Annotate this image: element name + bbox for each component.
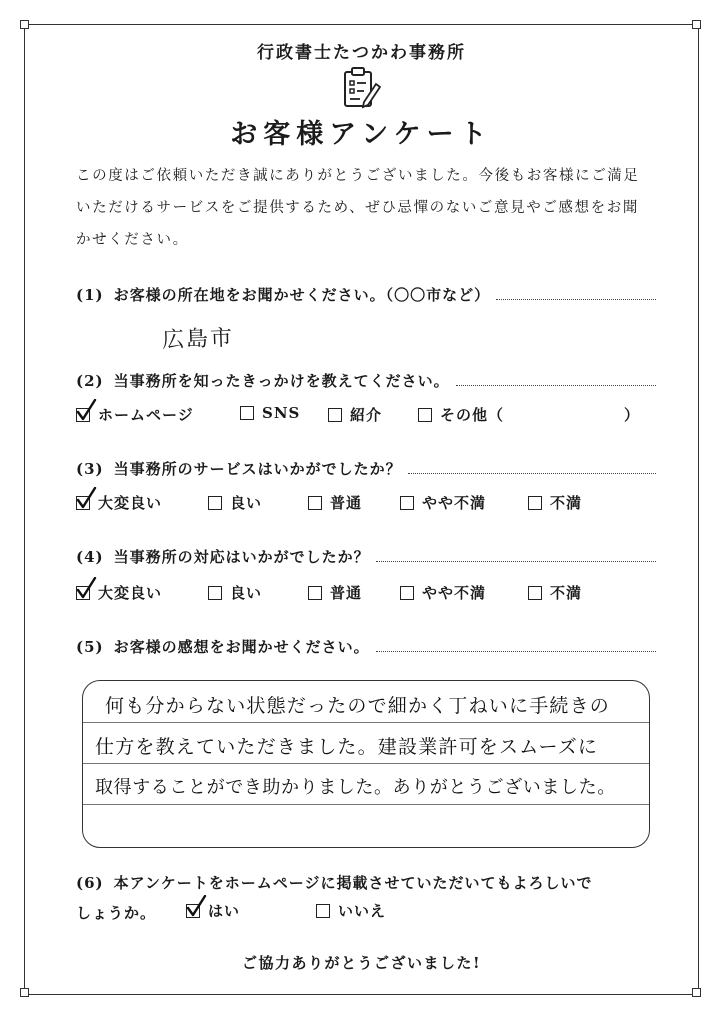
option-somewhat-dissatisfied[interactable]: [400, 492, 486, 513]
comment-textarea[interactable]: [82, 680, 650, 848]
option-label: 普通: [330, 494, 363, 512]
option-somewhat-dissatisfied[interactable]: [400, 582, 486, 603]
frame-corner: [20, 20, 29, 29]
question-number: (1): [76, 286, 104, 304]
ruled-line: [83, 763, 649, 764]
handwritten-comment-line: 何も分からない状態だったので細かく丁ねいに手続きの: [105, 695, 611, 717]
intro-line: かせください。: [76, 232, 189, 248]
option-label: ホームページ: [98, 406, 194, 424]
checkbox[interactable]: [308, 496, 322, 510]
checkbox[interactable]: [418, 408, 432, 422]
question-5: [76, 636, 656, 658]
option-very-good[interactable]: [76, 492, 162, 513]
office-name: 行政書士たつかわ事務所: [257, 43, 466, 63]
question-6-continued: しょうか。: [76, 904, 157, 922]
frame-corner: [20, 988, 29, 997]
question-3: [76, 458, 656, 480]
option-label: 良い: [230, 584, 263, 602]
clipboard-pen-icon: [342, 66, 384, 114]
dotted-leader: [376, 551, 656, 562]
question-text: お客様の感想をお聞かせください。: [113, 638, 370, 656]
q6-options: [186, 900, 486, 926]
option-dissatisfied[interactable]: [528, 582, 582, 603]
ruled-line: [83, 804, 649, 805]
question-number: (2): [76, 372, 104, 390]
option-yes[interactable]: [186, 900, 240, 921]
question-2: [76, 370, 656, 392]
intro-text: [76, 160, 656, 256]
ruled-line: [83, 722, 649, 723]
dotted-leader: [496, 289, 656, 300]
checkbox[interactable]: [76, 586, 90, 600]
option-label: 大変良い: [98, 584, 163, 602]
question-6: [76, 872, 656, 894]
checkbox[interactable]: [240, 406, 254, 420]
option-label: はい: [208, 902, 241, 920]
option-average[interactable]: [308, 582, 362, 603]
checkbox[interactable]: [76, 496, 90, 510]
option-label: 不満: [550, 494, 583, 512]
handwritten-comment-line: 取得することができ助かりました。ありがとうございました。: [95, 777, 616, 798]
option-label: 良い: [230, 494, 263, 512]
option-other[interactable]: [418, 404, 504, 425]
option-no[interactable]: [316, 900, 386, 921]
option-good[interactable]: [208, 582, 262, 603]
question-4: [76, 546, 656, 568]
option-label: SNS: [262, 404, 301, 422]
option-good[interactable]: [208, 492, 262, 513]
question-number: (5): [76, 638, 104, 656]
intro-line: この度はご依頼いただき誠にありがとうございました。今後もお客様にご満足: [76, 168, 640, 184]
q3-options: [76, 492, 656, 518]
handwritten-comment-line: 仕方を教えていただきました。建設業許可をスムーズに: [95, 736, 599, 758]
page-title: お客様アンケート: [230, 119, 493, 150]
dotted-leader: [408, 463, 656, 474]
checkbox[interactable]: [308, 586, 322, 600]
checkbox[interactable]: [400, 586, 414, 600]
option-label: その他（: [440, 406, 505, 424]
frame-corner: [692, 988, 701, 997]
question-number: (6): [76, 874, 104, 892]
question-number: (4): [76, 548, 104, 566]
thank-you-footer: ご協力ありがとうございました!: [241, 954, 482, 972]
question-text: 当事務所の対応はいかがでしたか？: [113, 548, 370, 566]
checkbox[interactable]: [208, 496, 222, 510]
option-dissatisfied[interactable]: [528, 492, 582, 513]
option-label: やや不満: [422, 494, 487, 512]
question-1: [76, 284, 656, 306]
question-text: 当事務所のサービスはいかがでしたか？: [113, 460, 402, 478]
option-label: 大変良い: [98, 494, 163, 512]
other-close-paren: ）: [624, 406, 640, 424]
option-very-good[interactable]: [76, 582, 162, 603]
option-label: いいえ: [338, 902, 387, 920]
option-referral[interactable]: [328, 404, 382, 425]
checkbox[interactable]: [76, 408, 90, 422]
checkbox[interactable]: [400, 496, 414, 510]
checkbox[interactable]: [528, 496, 542, 510]
q2-options: [76, 404, 656, 430]
checkbox[interactable]: [528, 586, 542, 600]
option-label: 紹介: [350, 406, 383, 424]
question-text: お客様の所在地をお聞かせください。（〇〇市など）: [113, 286, 491, 304]
checkbox[interactable]: [186, 904, 200, 918]
q4-options: [76, 582, 656, 608]
dotted-leader: [376, 641, 656, 652]
option-label: やや不満: [422, 584, 487, 602]
handwritten-answer-location[interactable]: 広島市: [161, 325, 235, 354]
option-sns[interactable]: [240, 404, 300, 422]
question-text: 当事務所を知ったきっかけを教えてください。: [113, 372, 450, 390]
checkbox[interactable]: [316, 904, 330, 918]
checkbox[interactable]: [328, 408, 342, 422]
question-number: (3): [76, 460, 104, 478]
intro-line: いただけるサービスをご提供するため、ぜひ忌憚のないご意見やご感想をお聞: [76, 200, 639, 216]
option-average[interactable]: [308, 492, 362, 513]
checkbox[interactable]: [208, 586, 222, 600]
option-label: 普通: [330, 584, 363, 602]
question-text: 本アンケートをホームページに掲載させていただいてもよろしいで: [113, 874, 593, 892]
frame-corner: [692, 20, 701, 29]
dotted-leader: [456, 375, 656, 386]
option-homepage[interactable]: [76, 404, 194, 425]
option-label: 不満: [550, 584, 583, 602]
